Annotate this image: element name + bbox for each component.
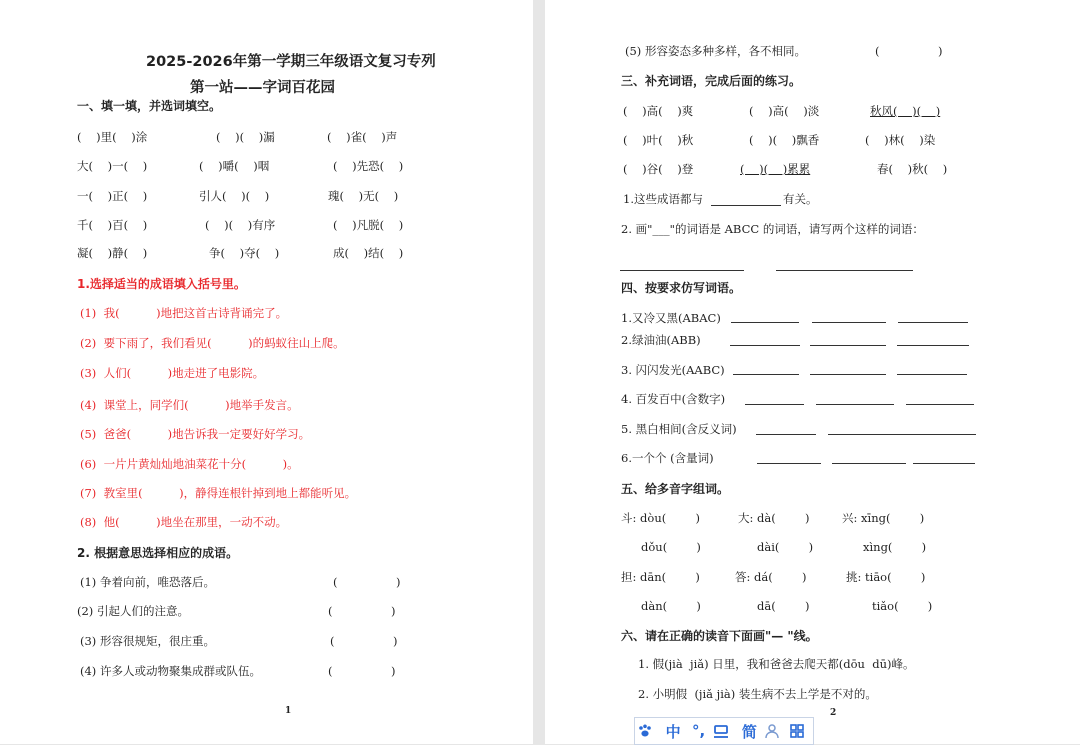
red-item: (3) 人们( )地走进了电影院。: [80, 366, 265, 380]
red-item: (1) 我( )地把这首古诗背诵完了。: [80, 306, 288, 320]
question-1: 1.这些成语都与: [623, 192, 703, 206]
poly-cell: 答: dá( ): [735, 570, 807, 584]
item-5: (5) 形容姿态多种多样，各不相同。: [625, 44, 806, 58]
page-number: 1: [285, 706, 292, 716]
page-number: 2: [830, 708, 837, 718]
answer-line: [897, 374, 967, 375]
poly-cell: dài( ): [757, 540, 814, 554]
answer-line: [906, 404, 974, 405]
red-item: (2) 要下雨了，我们看见( )的蚂蚁往山上爬。: [80, 336, 345, 350]
answer-line: [828, 434, 976, 435]
imitate-item: 6.一个个 (含量词): [621, 451, 714, 465]
fill-cell: ( )( )飘香: [749, 133, 820, 147]
grid-cell: ( )凡脱( ): [333, 218, 404, 232]
grid-cell: 瑰( )无( ): [328, 189, 399, 203]
imitate-item: 3. 闪闪发光(AABC): [621, 363, 725, 377]
answer-line: [897, 345, 969, 346]
section-2-heading: 2. 根据意思选择相应的成语。: [77, 546, 239, 560]
grid-cell: ( )先恐( ): [333, 159, 404, 173]
answer-line: [711, 205, 781, 206]
user-icon[interactable]: [764, 723, 786, 739]
red-item: (6) 一片片黄灿灿地油菜花十分( )。: [80, 457, 299, 471]
poly-cell: 担: dān( ): [621, 570, 700, 584]
chinese-mode-toggle[interactable]: 中: [665, 722, 681, 741]
fill-cell: ( )叶( )秋: [623, 133, 694, 147]
fill-cell-underlined: ( )( )累累: [740, 162, 811, 176]
meaning-text: (2) 引起人们的注意。: [77, 604, 189, 618]
answer-line: [832, 463, 906, 464]
answer-line: [620, 270, 744, 271]
imitate-item: 1.又冷又黑(ABAC): [621, 311, 721, 325]
grid-cell: 一( )正( ): [77, 189, 148, 203]
reading-1: 1. 假(jià jiǎ) 日里，我和爸爸去爬天都(dōu dū)峰。: [638, 657, 915, 671]
page-left: [0, 0, 533, 744]
fill-cell: 春( )秋( ): [877, 162, 948, 176]
poly-cell: dǒu( ): [641, 540, 701, 554]
imitate-item: 5. 黑白相间(含反义词): [621, 422, 737, 436]
simplified-toggle[interactable]: 简: [741, 722, 757, 741]
poly-cell: 大: dà( ): [738, 511, 810, 525]
paw-icon[interactable]: [637, 723, 659, 739]
answer-line: [731, 322, 799, 323]
reading-2: 2. 小明假 (jiǎ jià) 装生病不去上学是不对的。: [638, 687, 877, 701]
fill-cell: ( )高( )淡: [749, 104, 820, 118]
answer-line: [812, 322, 886, 323]
red-item: (8) 他( )地坐在那里，一动不动。: [80, 515, 288, 529]
meaning-text: (4) 许多人或动物聚集成群或队伍。: [80, 664, 261, 678]
meaning-paren: ( ): [330, 634, 398, 648]
grid-cell: ( )嚼( )咽: [199, 159, 270, 173]
question-1-tail: 有关。: [783, 192, 818, 206]
grid-cell: ( )( )有序: [205, 218, 276, 232]
answer-line: [730, 345, 800, 346]
imitate-item: 2.绿油油(ABB): [621, 333, 701, 347]
grid-cell: 争( )夺( ): [209, 246, 280, 260]
doc-subtitle: 第一站——字词百花园: [190, 80, 335, 96]
answer-line: [913, 463, 975, 464]
section-6-heading: 六、请在正确的读音下面画"— "线。: [621, 629, 818, 643]
poly-cell: dā( ): [757, 599, 810, 613]
poly-cell: tiǎo( ): [872, 599, 933, 613]
poly-cell: dàn( ): [641, 599, 701, 613]
red-item: (4) 课堂上，同学们( )地举手发言。: [80, 398, 299, 412]
imitate-item: 4. 百发百中(含数字): [621, 392, 726, 406]
answer-line: [810, 345, 886, 346]
item-5-paren: ( ): [875, 44, 943, 58]
meaning-paren: ( ): [328, 664, 396, 678]
sofa-icon[interactable]: [713, 723, 735, 739]
ime-toolbar[interactable]: [634, 717, 814, 745]
grid-cell: 引人( )( ): [199, 189, 270, 203]
subsection-1-heading: 1.选择适当的成语填入括号里。: [77, 277, 246, 291]
grid-cell: ( )( )漏: [216, 130, 275, 144]
grid-cell: ( )雀( )声: [327, 130, 398, 144]
answer-line: [776, 270, 913, 271]
grid-icon[interactable]: [789, 723, 811, 739]
red-item: (5) 爸爸( )地告诉我一定要好好学习。: [80, 427, 311, 441]
poly-cell: 斗: dòu( ): [621, 511, 700, 525]
answer-line: [756, 434, 816, 435]
fill-cell-underlined: 秋风( )( ): [870, 104, 941, 118]
grid-cell: 千( )百( ): [77, 218, 148, 232]
section-3-heading: 三、补充词语，完成后面的练习。: [621, 74, 802, 88]
page-right: [545, 0, 1080, 744]
fill-cell: ( )谷( )登: [623, 162, 694, 176]
meaning-text: (1) 争着向前，唯恐落后。: [80, 575, 215, 589]
answer-line: [816, 404, 894, 405]
question-2: 2. 画"___"的词语是 ABCC 的词语，请写两个这样的词语：: [621, 222, 924, 236]
fill-cell: ( )高( )爽: [623, 104, 694, 118]
section-5-heading: 五、给多音字组词。: [621, 482, 730, 496]
grid-cell: 大( )一( ): [77, 159, 148, 173]
punctuation-toggle[interactable]: °,: [691, 722, 706, 740]
red-item: (7) 教室里( )，静得连根针掉到地上都能听见。: [80, 486, 357, 500]
section-4-heading: 四、按要求仿写词语。: [621, 281, 742, 295]
answer-line: [810, 374, 886, 375]
answer-line: [745, 404, 804, 405]
grid-cell: 成( )结( ): [333, 246, 404, 260]
grid-cell: ( )里( )涂: [77, 130, 148, 144]
fill-cell: ( )林( )染: [865, 133, 936, 147]
meaning-paren: ( ): [333, 575, 401, 589]
answer-line: [898, 322, 968, 323]
answer-line: [733, 374, 799, 375]
meaning-paren: ( ): [328, 604, 396, 618]
section-1-heading: 一、填一填，并选词填空。: [77, 99, 222, 113]
grid-cell: 凝( )静( ): [77, 246, 148, 260]
poly-cell: xìng( ): [863, 540, 927, 554]
poly-cell: 兴: xīng( ): [842, 511, 925, 525]
answer-line: [757, 463, 821, 464]
doc-title: 2025-2026年第一学期三年级语文复习专列: [146, 54, 436, 70]
meaning-text: (3) 形容很规矩，很庄重。: [80, 634, 215, 648]
poly-cell: 挑: tiāo( ): [846, 570, 926, 584]
